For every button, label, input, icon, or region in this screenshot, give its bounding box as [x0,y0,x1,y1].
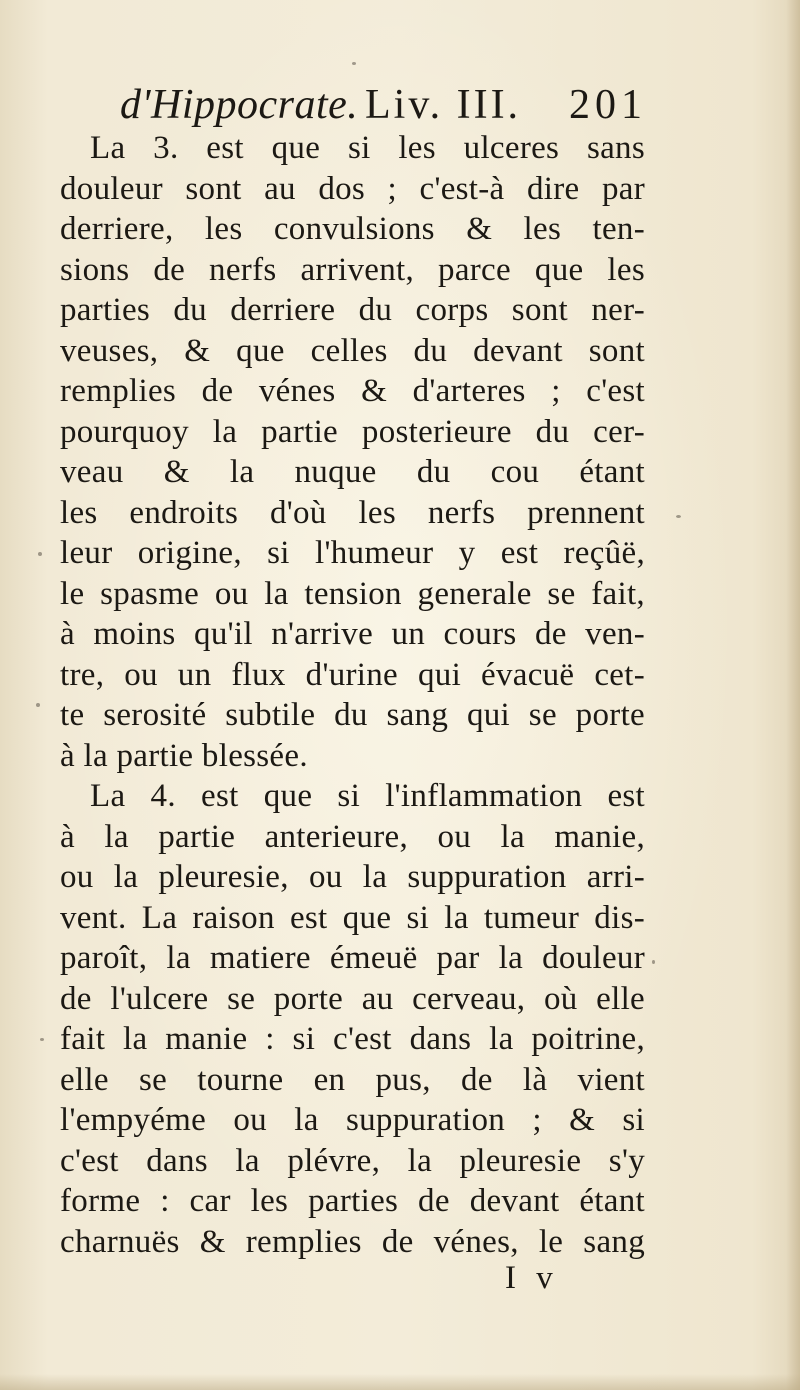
text-line: La 4. est que si l'inflammation est [90,778,645,814]
text-line: fait la manie : si c'est dans la poitrine, [60,1021,645,1057]
text-line: elle se tourne en pus, de là vient [60,1061,645,1098]
text-line: le spasme ou la tension generale se fait, [60,575,645,612]
text-line: parties du derriere du corps sont ner- [60,292,645,328]
text-line: pourquoy la partie posterieure du cer- [60,413,645,450]
ink-speck [352,62,356,65]
ink-speck [38,552,42,556]
text-line: douleur sont au dos ; c'est-à dire par [60,170,645,207]
text-line: ou la pleuresie, ou la suppuration arri- [60,859,645,895]
text-line: remplies de vénes & d'arteres ; c'est [60,373,645,409]
text-line: à la partie blessée. [60,737,308,774]
text-line: les endroits d'où les nerfs prennent [60,494,645,531]
text-line: tre, ou un flux d'urine qui évacuë cet- [60,656,645,693]
ink-speck [40,1038,44,1041]
text-line: de l'ulcere se porte au cerveau, où elle [60,980,645,1017]
text-line: La 3. est que si les ulceres sans [90,130,645,166]
ink-speck [676,515,681,518]
text-line: derriere, les convulsions & les ten- [60,211,645,247]
text-line: paroît, la matiere émeuë par la douleur [60,940,645,976]
text-line: te serosité subtile du sang qui se porte [60,697,645,733]
text-line: veuses, & que celles du devant sont [60,332,645,369]
text-line: forme : car les parties de devant étant [60,1183,645,1219]
text-line: leur origine, si l'humeur y est reçûë, [60,535,645,571]
text-line: l'empyéme ou la suppuration ; & si [60,1102,645,1138]
text-line: charnuës & remplies de vénes, le sang [60,1223,645,1260]
book-reference: Liv. III. [365,82,522,128]
text-line: à moins qu'il n'arrive un cours de ven- [60,616,645,652]
text-line: veau & la nuque du cou étant [60,454,645,490]
running-title: d'Hippocrate. [120,82,359,128]
text-line: sions de nerfs arrivent, parce que les [60,251,645,288]
page-body [60,128,645,1262]
page-edge-shadow [786,0,800,1390]
page-bottom-shadow [0,1374,800,1390]
text-line: à la partie anterieure, ou la manie, [60,818,645,855]
text-line: vent. La raison est que si la tumeur dis- [60,899,645,936]
signature-mark: I v [505,1260,559,1296]
text-line: c'est dans la plévre, la pleuresie s'y [60,1142,645,1179]
page-header [120,76,655,134]
ink-speck [36,703,40,707]
ink-speck [652,960,655,964]
page-number: 201 [569,82,647,128]
